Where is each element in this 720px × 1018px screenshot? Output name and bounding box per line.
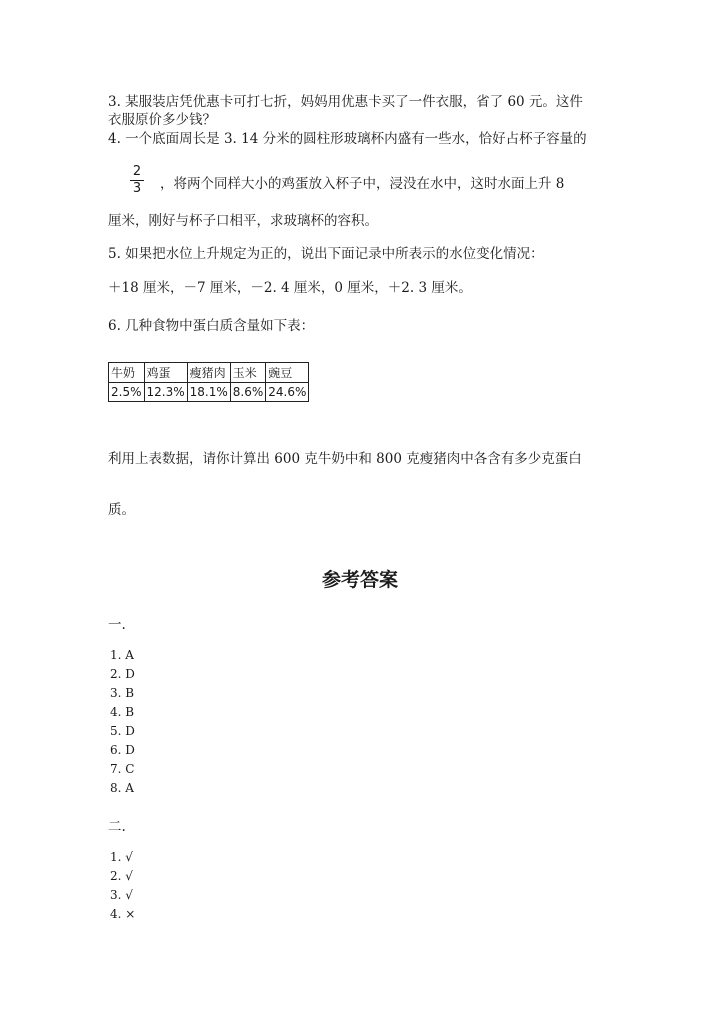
list-item: 7. C <box>110 762 135 776</box>
protein-table <box>108 362 309 402</box>
problem-5-text: 5. 如果把水位上升规定为正的，说出下面记录中所表示的水位变化情况： <box>108 246 544 262</box>
table-cell: 12.3% <box>144 383 187 402</box>
list-item: 2. D <box>110 667 135 681</box>
problem-4-text: 4. 一个底面周长是 3. 14 分米的圆柱形玻璃杯内盛有一些水，恰好占杯子容量的 <box>108 131 587 147</box>
table-header-cell: 鸡蛋 <box>144 363 187 383</box>
list-item: 1. √ <box>110 850 133 864</box>
problem-6-question: 利用上表数据，请你计算出 600 克牛奶中和 800 克瘦猪肉中各含有多少克蛋白 <box>108 451 582 467</box>
answer-key-title: 参考答案 <box>321 569 398 591</box>
fraction-denominator: 3 <box>132 181 142 196</box>
problem-4-text-cont: ，将两个同样大小的鸡蛋放入杯子中，浸没在水中，这时水面上升 8 <box>160 176 565 192</box>
fraction-two-thirds <box>130 165 144 196</box>
list-item: 4. B <box>110 705 135 719</box>
fraction-numerator: 2 <box>132 164 142 179</box>
list-item: 1. A <box>110 648 134 662</box>
table-header-row <box>109 363 309 383</box>
list-item: 3. √ <box>110 888 133 902</box>
answer-list-1 <box>110 646 135 798</box>
answer-section-1-heading: 一. <box>108 617 126 633</box>
table-header-cell: 玉米 <box>230 363 266 383</box>
problem-3-text-cont: 衣服原价多少钱？ <box>108 112 216 128</box>
table-cell: 8.6% <box>230 383 266 402</box>
answer-section-2-heading: 二. <box>108 819 126 835</box>
table-row <box>109 383 309 402</box>
problem-6-question-cont: 质。 <box>108 502 135 518</box>
table-header-cell: 牛奶 <box>109 363 145 383</box>
table-cell: 18.1% <box>187 383 230 402</box>
problem-6-text: 6. 几种食物中蛋白质含量如下表： <box>108 318 315 334</box>
list-item: 5. D <box>110 724 135 738</box>
table-header-cell: 瘦猪肉 <box>187 363 230 383</box>
list-item: 8. A <box>110 781 134 795</box>
problem-4-text-end: 厘米，刚好与杯子口相平，求玻璃杯的容积。 <box>108 213 378 229</box>
list-item: 4. × <box>110 907 136 921</box>
answer-list-2 <box>110 848 135 924</box>
table-cell: 24.6% <box>266 383 309 402</box>
list-item: 3. B <box>110 686 135 700</box>
problem-5-records: ＋18 厘米，－7 厘米，－2. 4 厘米，0 厘米，＋2. 3 厘米。 <box>108 280 472 296</box>
table-cell: 2.5% <box>109 383 145 402</box>
list-item: 6. D <box>110 743 135 757</box>
table-header-cell: 豌豆 <box>266 363 309 383</box>
list-item: 2. √ <box>110 869 133 883</box>
problem-3-text: 3. 某服装店凭优惠卡可打七折，妈妈用优惠卡买了一件衣服，省了 60 元。这件 <box>108 94 583 110</box>
